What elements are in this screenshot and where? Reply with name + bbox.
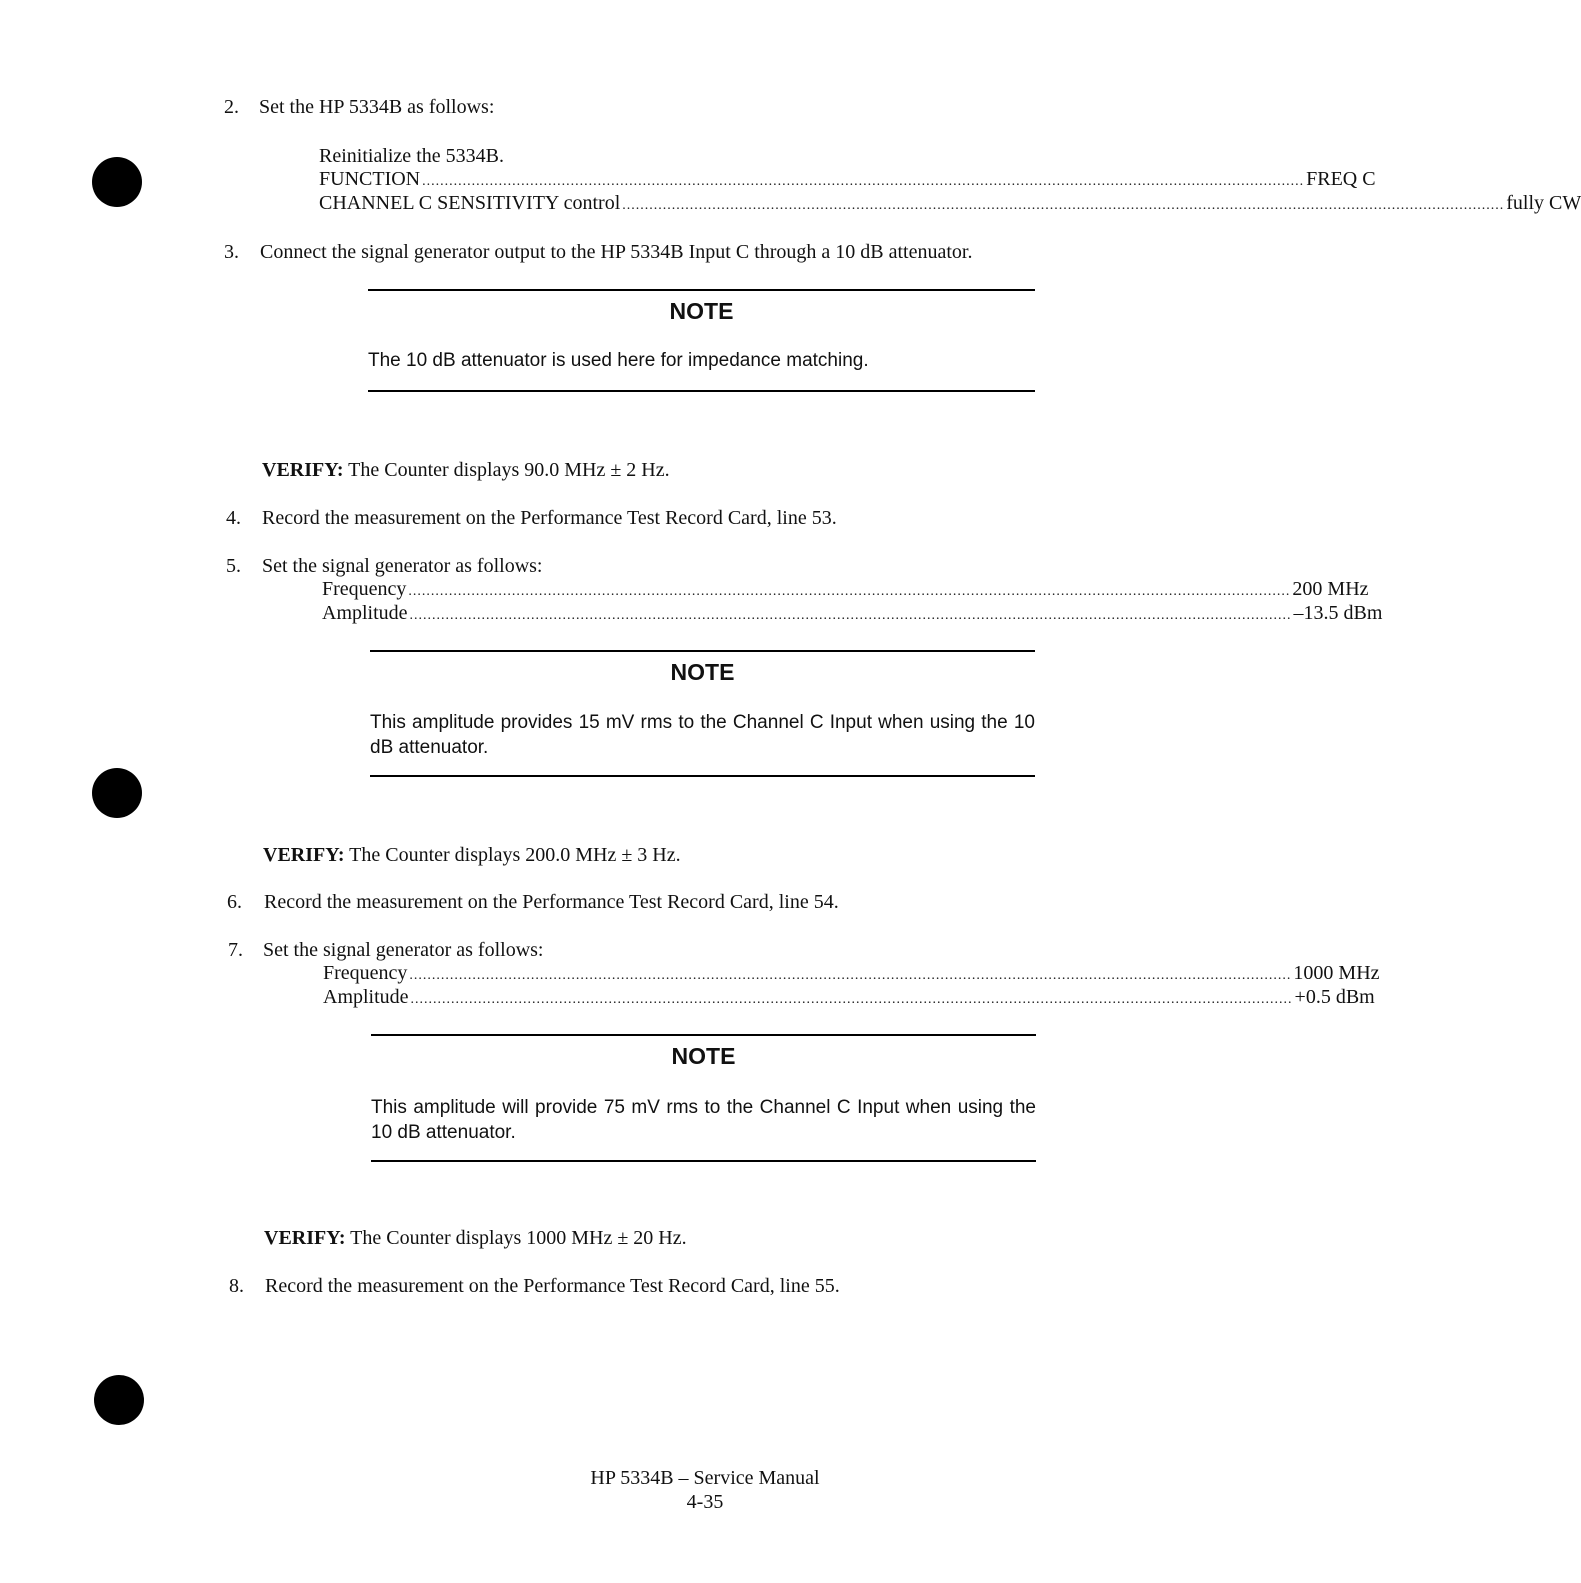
note-title: NOTE <box>670 659 735 685</box>
verify-label: VERIFY: <box>263 844 345 866</box>
step-number: 2. <box>224 96 239 118</box>
setting-row <box>322 578 1369 601</box>
setting-row <box>319 168 1376 191</box>
step-text: Set the signal generator as follows: <box>263 939 544 961</box>
note-text: The 10 dB attenuator is used here for impedance matching. <box>368 350 869 371</box>
binder-hole-bottom <box>94 1375 144 1425</box>
setting-row <box>323 986 1375 1009</box>
setting-label: CHANNEL C SENSITIVITY control <box>319 192 621 214</box>
step-number: 3. <box>224 241 239 263</box>
dot-leader: .................................................................................................................................................................................................... <box>422 174 1305 189</box>
setting-value: FREQ C <box>1306 168 1376 190</box>
note-top-rule <box>370 650 1035 652</box>
note-top-rule <box>371 1034 1036 1036</box>
step-number: 5. <box>226 555 241 577</box>
setting-row <box>323 962 1380 985</box>
setting-row <box>322 602 1383 625</box>
setting-value: 200 MHz <box>1292 578 1369 600</box>
verify-label: VERIFY: <box>264 1227 346 1249</box>
dot-leader: .................................................................................................................................................................................................... <box>622 198 1505 213</box>
verify-label: VERIFY: <box>262 459 344 481</box>
page-footer <box>555 1466 855 1514</box>
manual-title: HP 5334B – Service Manual <box>590 1467 820 1489</box>
step-text: Record the measurement on the Performance Test Record Card, line 54. <box>264 891 839 913</box>
binder-hole-top <box>92 157 142 207</box>
step-number: 7. <box>228 939 243 961</box>
setting-value: –13.5 dBm <box>1293 602 1383 624</box>
verify-line <box>262 459 670 482</box>
verify-text: The Counter displays 1000 MHz ± 20 Hz. <box>350 1227 687 1249</box>
setting-value: fully CW <box>1506 192 1581 214</box>
page-number: 4-35 <box>686 1491 724 1513</box>
step-text: Record the measurement on the Performance Test Record Card, line 53. <box>262 507 837 529</box>
note-bottom-rule <box>370 775 1035 777</box>
reinitialize-line: Reinitialize the 5334B. <box>319 145 504 167</box>
setting-value: +0.5 dBm <box>1294 986 1375 1008</box>
note-bottom-rule <box>371 1160 1036 1162</box>
note-text: This amplitude will provide 75 mV rms to the Channel C Input when using the 10 dB attenuator. <box>371 1097 1036 1143</box>
step-number: 4. <box>226 507 241 529</box>
note-top-rule <box>368 289 1035 291</box>
setting-row <box>319 192 1581 215</box>
note-title: NOTE <box>671 1043 736 1069</box>
dot-leader: .................................................................................................................................................................................................... <box>409 968 1292 983</box>
setting-label: Amplitude <box>323 986 409 1008</box>
verify-text: The Counter displays 90.0 MHz ± 2 Hz. <box>348 459 670 481</box>
setting-label: Frequency <box>323 962 408 984</box>
step-text: Record the measurement on the Performance Test Record Card, line 55. <box>265 1275 840 1297</box>
setting-value: 1000 MHz <box>1293 962 1380 984</box>
dot-leader: .................................................................................................................................................................................................... <box>408 584 1291 599</box>
note-bottom-rule <box>368 390 1035 392</box>
setting-label: FUNCTION <box>319 168 421 190</box>
step-number: 8. <box>229 1275 244 1297</box>
step-text: Connect the signal generator output to the HP 5334B Input C through a 10 dB attenuator. <box>260 241 973 263</box>
setting-label: Amplitude <box>322 602 408 624</box>
step-text: Set the HP 5334B as follows: <box>259 96 495 118</box>
step-number: 6. <box>227 891 242 913</box>
note-title: NOTE <box>669 298 734 324</box>
setting-label: Frequency <box>322 578 407 600</box>
step-text: Set the signal generator as follows: <box>262 555 543 577</box>
dot-leader: .................................................................................................................................................................................................... <box>410 992 1293 1007</box>
dot-leader: .................................................................................................................................................................................................... <box>409 608 1292 623</box>
note-text: This amplitude provides 15 mV rms to the Channel C Input when using the 10 dB attenuator. <box>370 712 1035 758</box>
verify-text: The Counter displays 200.0 MHz ± 3 Hz. <box>349 844 681 866</box>
verify-line <box>264 1227 687 1250</box>
verify-line <box>263 844 681 867</box>
binder-hole-middle <box>92 768 142 818</box>
